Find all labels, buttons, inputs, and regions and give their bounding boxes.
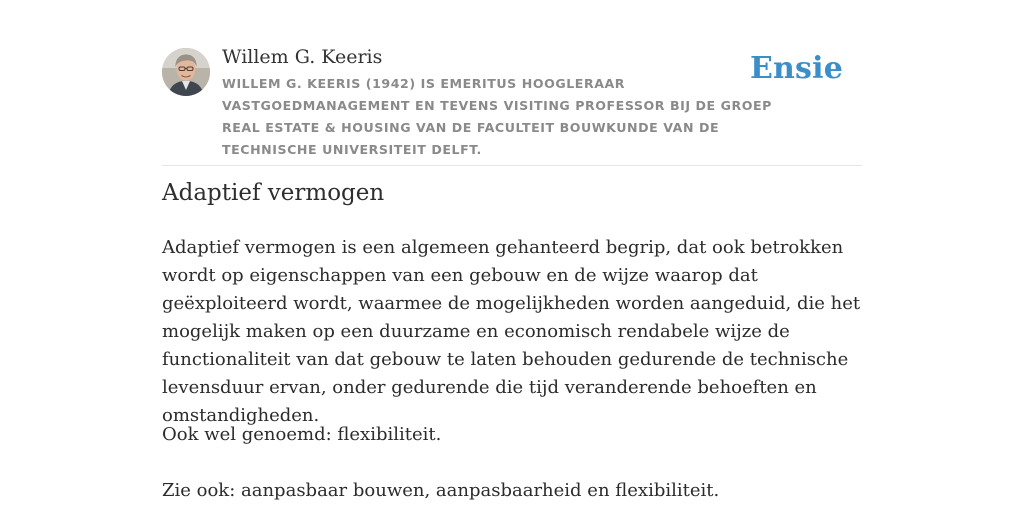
author-bio: WILLEM G. KEERIS (1942) IS EMERITUS HOOGLERAAR VASTGOEDMANAGEMENT EN TEVENS VISITING PROFESSOR BIJ DE GROEP REAL ESTATE & HOUSING VAN DE FACULTEIT BOUWKUNDE VAN DE TECHNISCHE UNIVERSITEIT DELFT.: [222, 76, 772, 157]
article-paragraph-definition: Adaptief vermogen is een algemeen gehanteerd begrip, dat ook betrokken wordt op eigenschappen van een gebouw en de wijze waarop dat geëxploiteerd wordt, waarmee de mogelijkheden worden aangeduid, die het mogelijk maken op een duurzame en economisch rendabele wijze de functionaliteit van dat gebouw te laten behouden gedurende de technische levensduur ervan, onder gedurende die tijd veranderende behoeften en omstandigheden.: [162, 237, 861, 426]
author-name[interactable]: Willem G. Keeris: [222, 46, 383, 68]
avatar[interactable]: [162, 48, 210, 96]
author-portrait-icon: [162, 48, 210, 96]
article-paragraph-synonym: Ook wel genoemd: flexibiliteit.: [162, 424, 442, 445]
ensie-logo[interactable]: Ensie: [749, 51, 843, 86]
article-title: Adaptief vermogen: [162, 180, 385, 206]
article-paragraph-see-also: Zie ook: aanpasbaar bouwen, aanpasbaarheid en flexibiliteit.: [162, 480, 720, 501]
divider: [162, 165, 862, 166]
